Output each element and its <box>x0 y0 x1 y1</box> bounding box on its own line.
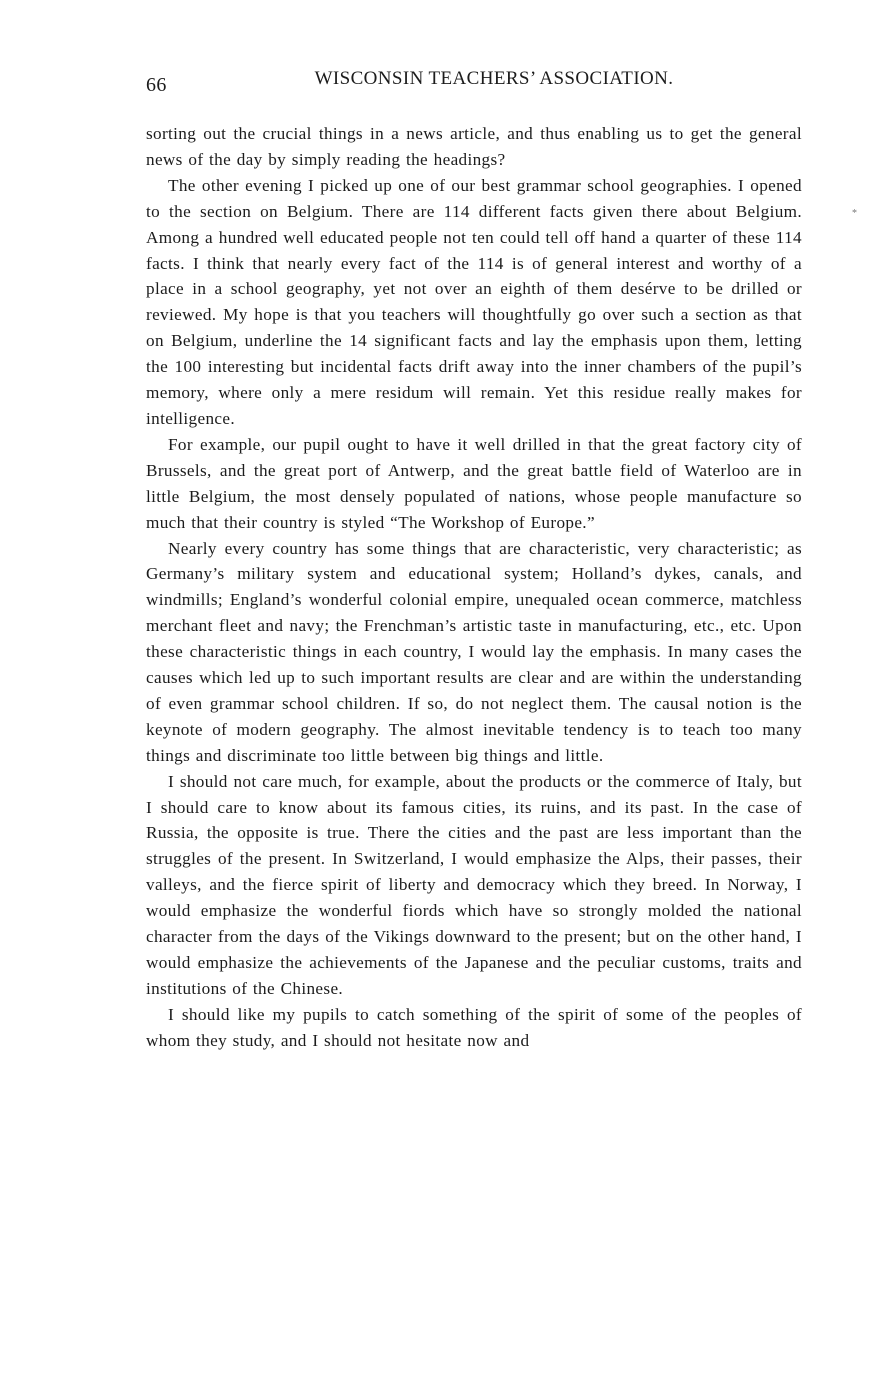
paragraph-italy-russia: I should not care much, for example, about the products or the commerce of Italy, but I should care to know about its famous cities, its ruins, and its past. In the case of Russia, the opposite is true. There the cities and the past are less important than the struggles of the present. In Switzerland, I would emphasize the Alps, their passes, their valleys, and the fierce spirit of liberty and democracy which they breed. In Norway, I would emphasize the wonderful fiords which have so strongly molded the national character from the days of the Vikings downward to the present; but on the other hand, I would emphasize the achievements of the Japanese and the peculiar customs, traits and institutions of the Chinese. <box>146 771 802 998</box>
paragraph-continued: sorting out the crucial things in a news article, and thus enabling us to get the general news of the day by simply reading the headings? <box>146 124 802 169</box>
body-text <box>146 121 802 1054</box>
paragraph-example-brussels: For example, our pupil ought to have it well drilled in that the great factory city of Brussels, and the great port of Antwerp, and the great battle field of Waterloo are in little Belgium, the most densely populated of nations, whose people manufacture so much that their country is styled “The Workshop of Europe.” <box>146 434 802 532</box>
running-head: WISCONSIN TEACHERS’ ASSOCIATION. <box>314 68 674 89</box>
scan-speck: * <box>852 208 857 219</box>
paragraph-belgium-geography: The other evening I picked up one of our best grammar school geographies. I opened to the section on Belgium. There are 114 different facts given there about Belgium. Among a hundred well educated people not ten could tell off hand a quarter of these 114 facts. I think that nearly every fact of the 114 is of general interest and worthy of a place in a school geography, yet not over an eighth of them desérve to be drilled or reviewed. My hope is that you teachers will thoughtfully go over such a section as that on Belgium, underline the 14 significant facts and lay the emphasis upon them, letting the 100 interesting but incidental facts drift away into the inner chambers of the pupil’s memory, where only a mere residum will remain. Yet this residue really makes for intelligence. <box>146 175 802 428</box>
page-number: 66 <box>146 74 167 96</box>
paragraph-spirit-of-peoples: I should like my pupils to catch something of the spirit of some of the peoples of whom they study, and I should not hesitate now and <box>146 1004 802 1050</box>
book-page <box>146 66 802 1054</box>
page-header <box>146 66 802 106</box>
paragraph-characteristic-things: Nearly every country has some things that are characteristic, very characteristic; as Germany’s military system and educational system; Holland’s dykes, canals, and windmills; England’s wonderful colonial empire, unequaled ocean commerce, matchless merchant fleet and navy; the Frenchman’s artistic taste in manufacturing, etc., etc. Upon these characteristic things in each country, I would lay the emphasis. In many cases the causes which led up to such important results are clear and are within the understanding of even grammar school children. If so, do not neglect them. The causal notion is the keynote of modern geography. The almost inevitable tendency is to teach too many things and discriminate too little between big things and little. <box>146 538 802 765</box>
